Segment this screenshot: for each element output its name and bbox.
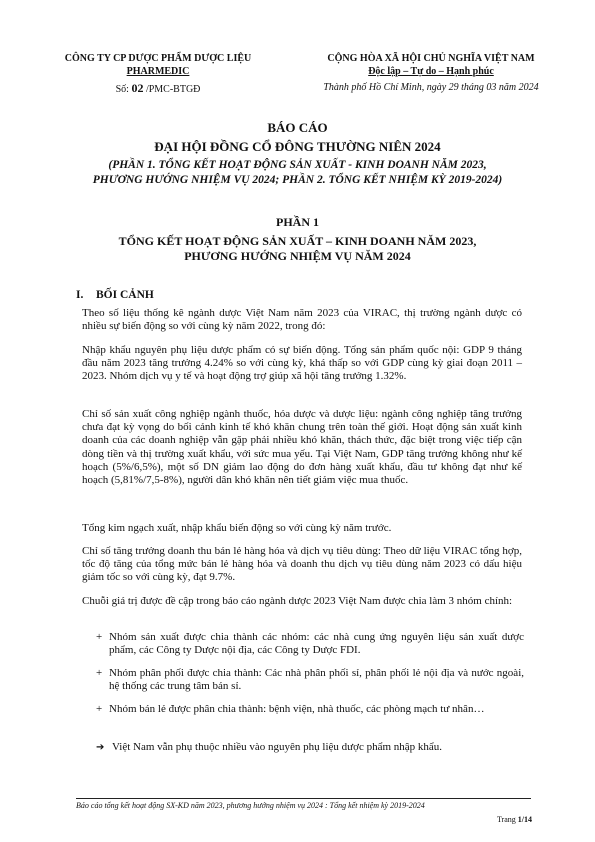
paragraph: Chỉ số tăng trưởng doanh thu bán lẻ hàng hóa và dịch vụ tiêu dùng: Theo dữ liệu VIRAC tổng hợp, tốc độ tăng của tổng mức bán lẻ hàng hóa và doanh thu dịch vụ tiêu dùng năm 2023 có dấu hiệu giảm tốc so với cùng kỳ, đạt 9.7%. — [82, 545, 522, 584]
part-title-line-2: PHƯƠNG HƯỚNG NHIỆM VỤ NĂM 2024 — [184, 249, 411, 263]
report-scope — [60, 158, 535, 188]
part-label: PHẦN 1 — [276, 215, 319, 229]
national-motto: Độc lập – Tự do – Hạnh phúc — [368, 65, 494, 77]
section-heading — [76, 289, 154, 301]
page-number: Trang 1/14 — [496, 815, 532, 824]
report-scope-line-2: PHƯƠNG HƯỚNG NHIỆM VỤ 2024; PHẦN 2. TỔNG KẾT NHIỆM KỲ 2019-2024) — [92, 174, 503, 186]
arrow-right-icon: ➔ — [96, 742, 105, 753]
footer-divider — [76, 798, 531, 799]
report-subtitle: ĐẠI HỘI ĐỒNG CỔ ĐÔNG THƯỜNG NIÊN 2024 — [154, 139, 441, 154]
place-date: Thành phố Hồ Chí Minh, ngày 29 tháng 03 năm 2024 — [323, 82, 539, 93]
conclusion-text: Việt Nam vẫn phụ thuộc nhiều vào nguyên phụ liệu dược phẩm nhập khẩu. — [112, 741, 443, 753]
part-title-line-1: TỔNG KẾT HOẠT ĐỘNG SẢN XUẤT – KINH DOANH NĂM 2023, — [118, 234, 477, 248]
conclusion — [96, 741, 526, 754]
footer-text: Báo cáo tổng kết hoạt động SX-KD năm 2023, phương hướng nhiệm vụ 2024 : Tổng kết nhiệm kỳ 2019-2024 — [76, 801, 425, 810]
list-item: + Nhóm sản xuất được chia thành các nhóm: các nhà cung ứng nguyên liệu sản xuất dược phẩm, các Công ty Dược nội địa, các Công ty Dược FDI. — [96, 631, 524, 657]
report-title: BÁO CÁO — [267, 120, 328, 135]
paragraph: Nhập khẩu nguyên phụ liệu dược phẩm có sự biến động. Tổng sản phẩm quốc nội: GDP 9 tháng đầu năm 2023 tăng trưởng 4.24% so với cùng kỳ, khá thấp so với GDP cùng kỳ giai đoạn 2011 – 2023. Nhóm dịch vụ y tế và hoạt động trợ giúp xã hội tăng trưởng 1.32%. — [82, 344, 522, 383]
paragraph: Tổng kim ngạch xuất, nhập khẩu biến động so với cùng kỳ năm trước. — [82, 522, 392, 534]
part-title — [60, 234, 535, 264]
section-number: I. — [76, 289, 84, 301]
paragraph: Chuỗi giá trị được đề cập trong báo cáo ngành dược 2023 Việt Nam được chia làm 3 nhóm chính: — [82, 595, 513, 607]
bullet-mark: + — [96, 631, 103, 643]
company-short-name: PHARMEDIC — [126, 65, 190, 77]
report-scope-line-1: (PHẦN 1. TỔNG KẾT HOẠT ĐỘNG SẢN XUẤT - KINH DOANH NĂM 2023, — [108, 159, 487, 171]
paragraph: Chỉ số sản xuất công nghiệp ngành thuốc, hóa dược và dược liệu: ngành công nghiệp tăng trưởng chưa đạt kỳ vọng do bối cảnh kinh tế khó khăn chung trên toàn thế giới. Hoạt động sản xuất kinh doanh của các doanh nghiệp vẫn gặp phải nhiều khó khăn, thách thức, đặc biệt trong việc tiếp cận dòng tiền và thị trường xuất khẩu, với sức mua yếu. Tại Việt Nam, GDP tăng trưởng không như kế hoạch (5%/6,5%), một số DN giảm lao động do đơn hàng xuất khẩu, đầu tư không đạt như kế hoạch (5,81%/7,5-8%), người dân khó khăn nên tiết giảm việc mua thuốc. — [82, 408, 522, 487]
country-name: CỘNG HÒA XÃ HỘI CHỦ NGHĨA VIỆT NAM — [327, 53, 535, 64]
bullet-mark: + — [96, 703, 103, 715]
company-name: CÔNG TY CP DƯỢC PHẨM DƯỢC LIỆU — [64, 53, 252, 64]
list-item: + Nhóm bán lẻ được phân chia thành: bệnh viện, nhà thuốc, các phòng mạch tư nhân… — [96, 703, 485, 715]
section-title: BỐI CẢNH — [96, 289, 154, 301]
list-item: + Nhóm phân phối được chia thành: Các nhà phân phối sỉ, phân phối lẻ nội địa và nước ngoài, hệ thống các trung tâm bán sỉ. — [96, 667, 524, 693]
document-number: Số: 02 /PMC-BTGĐ — [115, 81, 201, 95]
company-header — [58, 53, 258, 97]
national-header — [300, 53, 562, 95]
bullet-mark: + — [96, 667, 103, 679]
paragraph: Theo số liệu thống kê ngành dược Việt Nam năm 2023 của VIRAC, thị trường ngành dược có nhiều sự biến động so với cùng kỳ năm 2022, trong đó: — [82, 307, 522, 333]
